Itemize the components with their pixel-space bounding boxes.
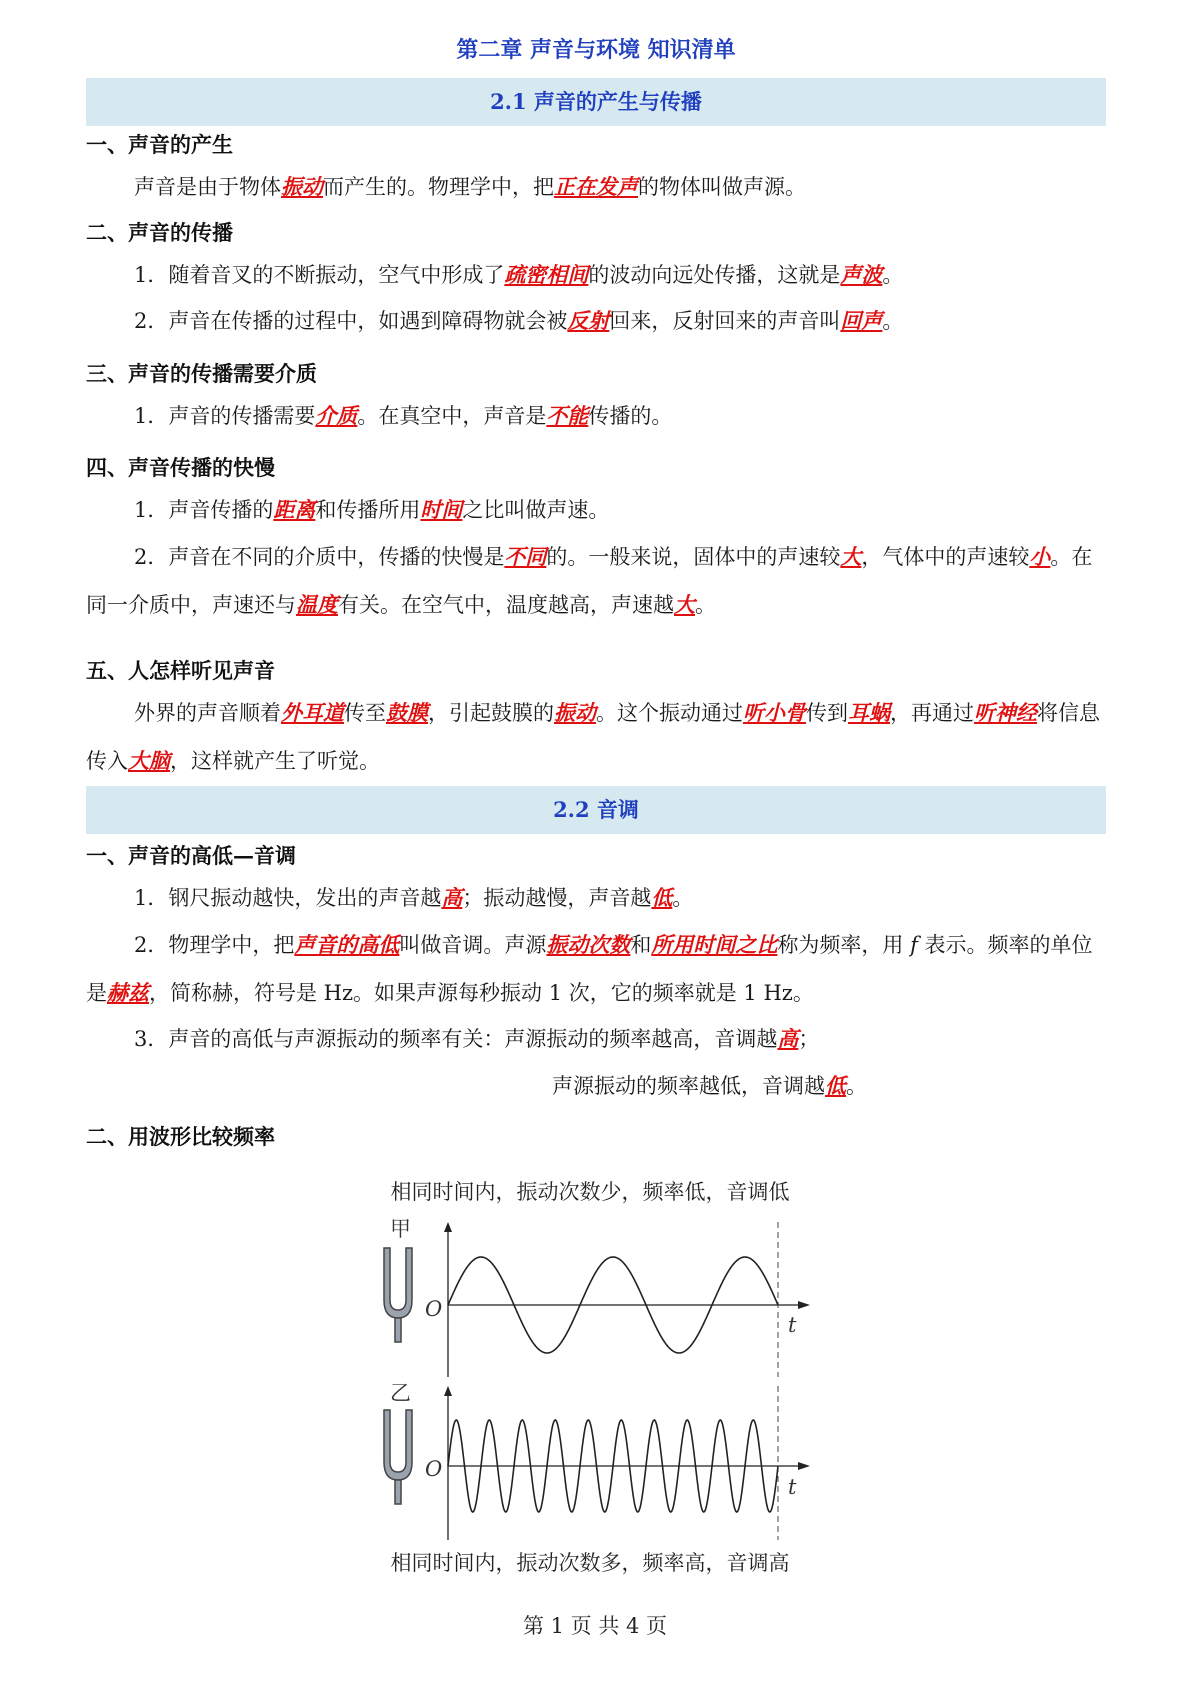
origin-label-b: O xyxy=(425,1457,443,1481)
section-title-2-1: 2.1 声音的产生与传播 xyxy=(86,78,1106,126)
heading-waveform: 二、用波形比较频率 xyxy=(86,1124,275,1149)
paragraph-speed-2: 2．声音在不同的介质中，传播的快慢是不同的。一般来说，固体中的声速较大，气体中的声速较小。在同一介质中，声速还与温度有关。在空气中，温度越高，声速越大。 xyxy=(86,544,1093,617)
heading-hearing: 五、人怎样听见声音 xyxy=(86,658,275,683)
paragraph-pitch-3: 3．声音的高低与声源振动的频率有关：声源振动的频率越高，音调越高； xyxy=(134,1026,820,1051)
page-footer: 第 1 页 共 4 页 xyxy=(522,1614,668,1638)
fork-label-b: 乙 xyxy=(390,1381,411,1405)
paragraph-pitch-1: 1．钢尺振动越快，发出的声音越高；振动越慢，声音越低。 xyxy=(134,885,694,910)
paragraph-pitch-4: 声源振动的频率越低，音调越低。 xyxy=(552,1073,867,1098)
paragraph-propagation-1: 1．随着音叉的不断振动，空气中形成了疏密相间的波动向远处传播，这就是声波。 xyxy=(134,262,904,287)
heading-sound-propagation: 二、声音的传播 xyxy=(86,220,233,245)
waveform-b-line xyxy=(448,1420,778,1512)
waveform-figure xyxy=(370,1212,820,1542)
section-title-2-2: 2.2 音调 xyxy=(86,786,1106,834)
page-header-title: 第二章 声音与环境 知识清单 xyxy=(86,30,1106,79)
time-label-a: t xyxy=(788,1313,797,1337)
tuning-fork-b-icon xyxy=(384,1410,412,1504)
paragraph-sound-production: 声音是由于物体振动而产生的。物理学中，把正在发声的物体叫做声源。 xyxy=(134,174,806,199)
heading-sound-production: 一、声音的产生 xyxy=(86,132,233,157)
tuning-fork-a-icon xyxy=(384,1248,412,1342)
origin-label-a: O xyxy=(425,1297,443,1321)
heading-medium: 三、声音的传播需要介质 xyxy=(86,361,317,386)
paragraph-pitch-2: 2．物理学中，把声音的高低叫做音调。声源振动次数和所用时间之比称为频率，用 f 表示。频率的单位是赫兹，简称赫，符号是 Hz。如果声源每秒振动 1 次，它的频率就是 1 Hz。 xyxy=(86,932,1093,1005)
figure-caption-top: 相同时间内，振动次数少，频率低，音调低 xyxy=(390,1180,790,1204)
paragraph-medium: 1．声音的传播需要介质。在真空中，声音是不能传播的。 xyxy=(134,403,673,428)
figure-caption-bottom: 相同时间内，振动次数多，频率高，音调高 xyxy=(390,1551,790,1575)
heading-speed: 四、声音传播的快慢 xyxy=(86,455,275,480)
time-label-b: t xyxy=(788,1475,797,1499)
paragraph-hearing: 外界的声音顺着外耳道传至鼓膜，引起鼓膜的振动。这个振动通过听小骨传到耳蜗，再通过听神经将信息传入大脑，这样就产生了听觉。 xyxy=(86,700,1100,773)
paragraph-propagation-2: 2．声音在传播的过程中，如遇到障碍物就会被反射回来，反射回来的声音叫回声。 xyxy=(134,308,904,333)
paragraph-speed-1: 1．声音传播的距离和传播所用时间之比叫做声速。 xyxy=(134,497,610,522)
heading-pitch: 一、声音的高低—音调 xyxy=(86,843,296,868)
fork-label-a: 甲 xyxy=(390,1217,411,1241)
